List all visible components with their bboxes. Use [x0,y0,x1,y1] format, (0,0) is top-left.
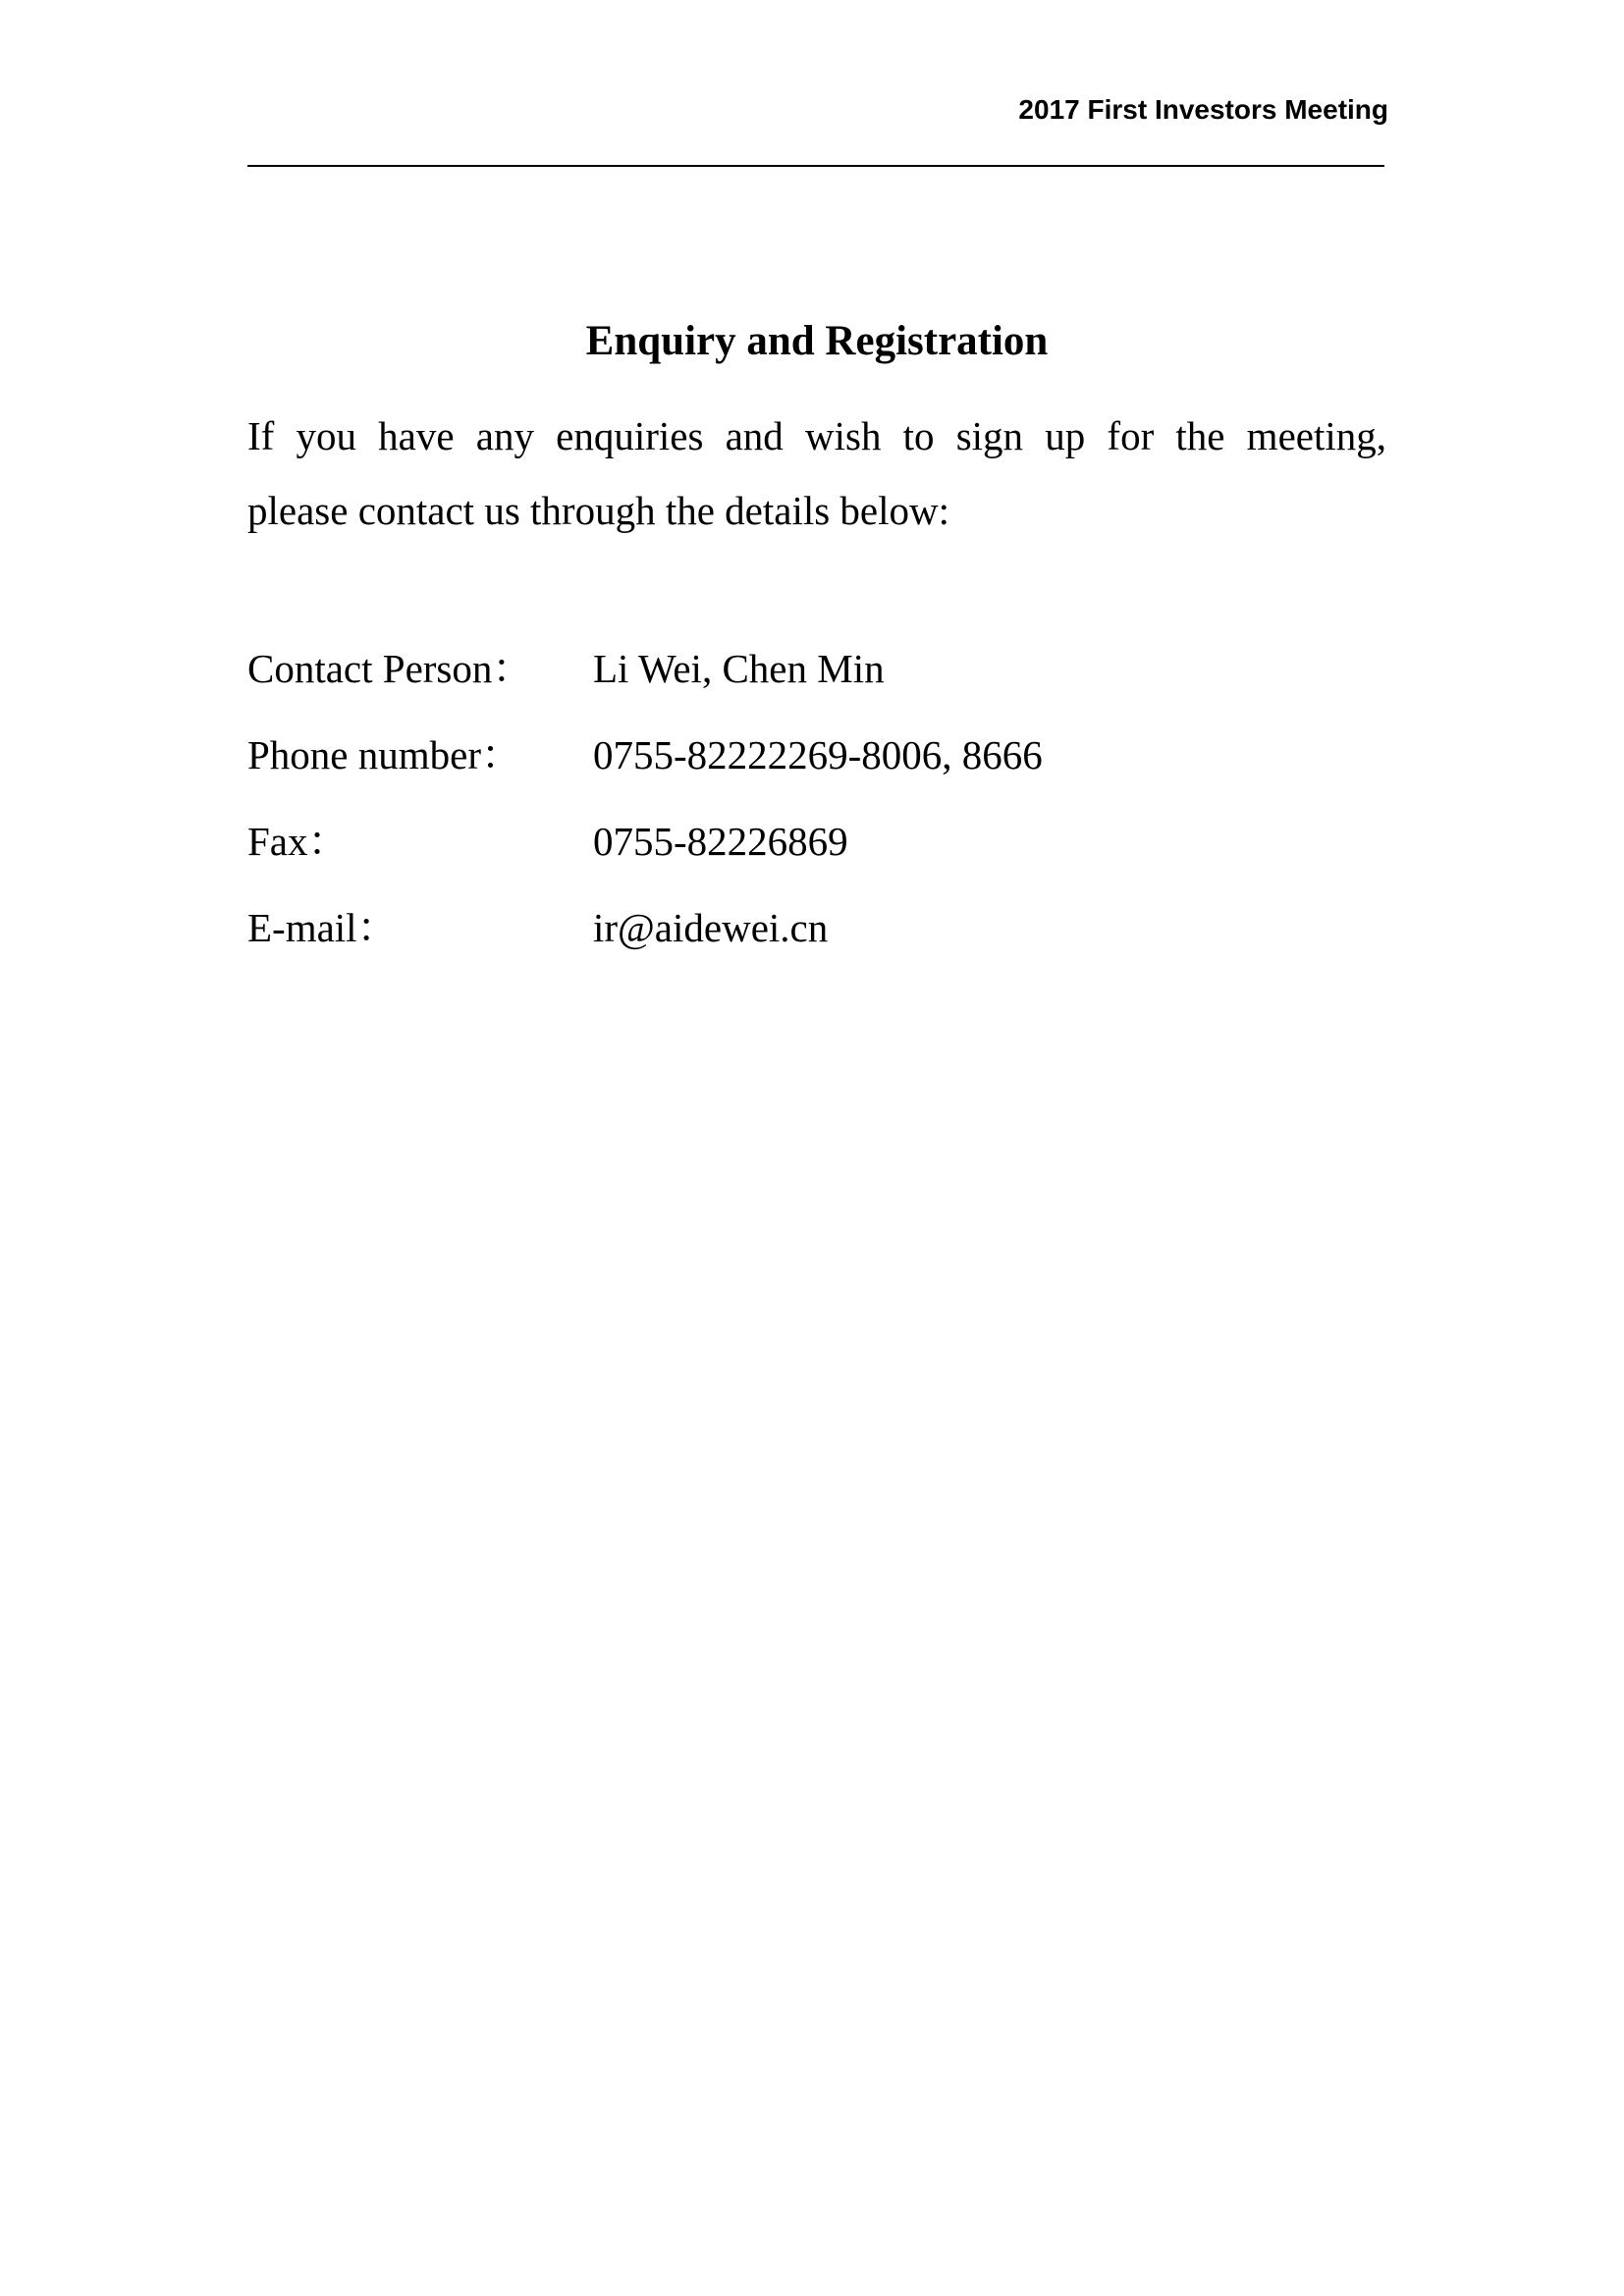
contact-details-list [247,625,1386,971]
contact-row-email [247,884,1386,971]
contact-row-fax [247,798,1386,884]
contact-person-value: Li Wei, Chen Min [593,646,885,691]
phone-number-value: 0755-82222269-8006, 8666 [593,732,1043,777]
intro-line: If you have any enquiries and wish to sign up for the meeting, [247,413,1386,458]
intro-line: please contact us through the details below: [247,488,950,533]
email-value: ir@aidewei.cn [593,905,829,950]
running-header: 2017 First Investors Meeting [1018,94,1388,125]
contact-row-person [247,625,1386,712]
header-divider [247,165,1384,167]
contact-row-phone [247,712,1386,798]
fax-label: Fax： [247,819,349,864]
email-label: E-mail： [247,905,398,950]
fax-value: 0755-82226869 [593,819,848,864]
contact-person-label: Contact Person： [247,646,533,691]
intro-paragraph [247,399,1386,548]
phone-number-label: Phone number： [247,732,521,777]
section-title: Enquiry and Registration [585,318,1049,364]
